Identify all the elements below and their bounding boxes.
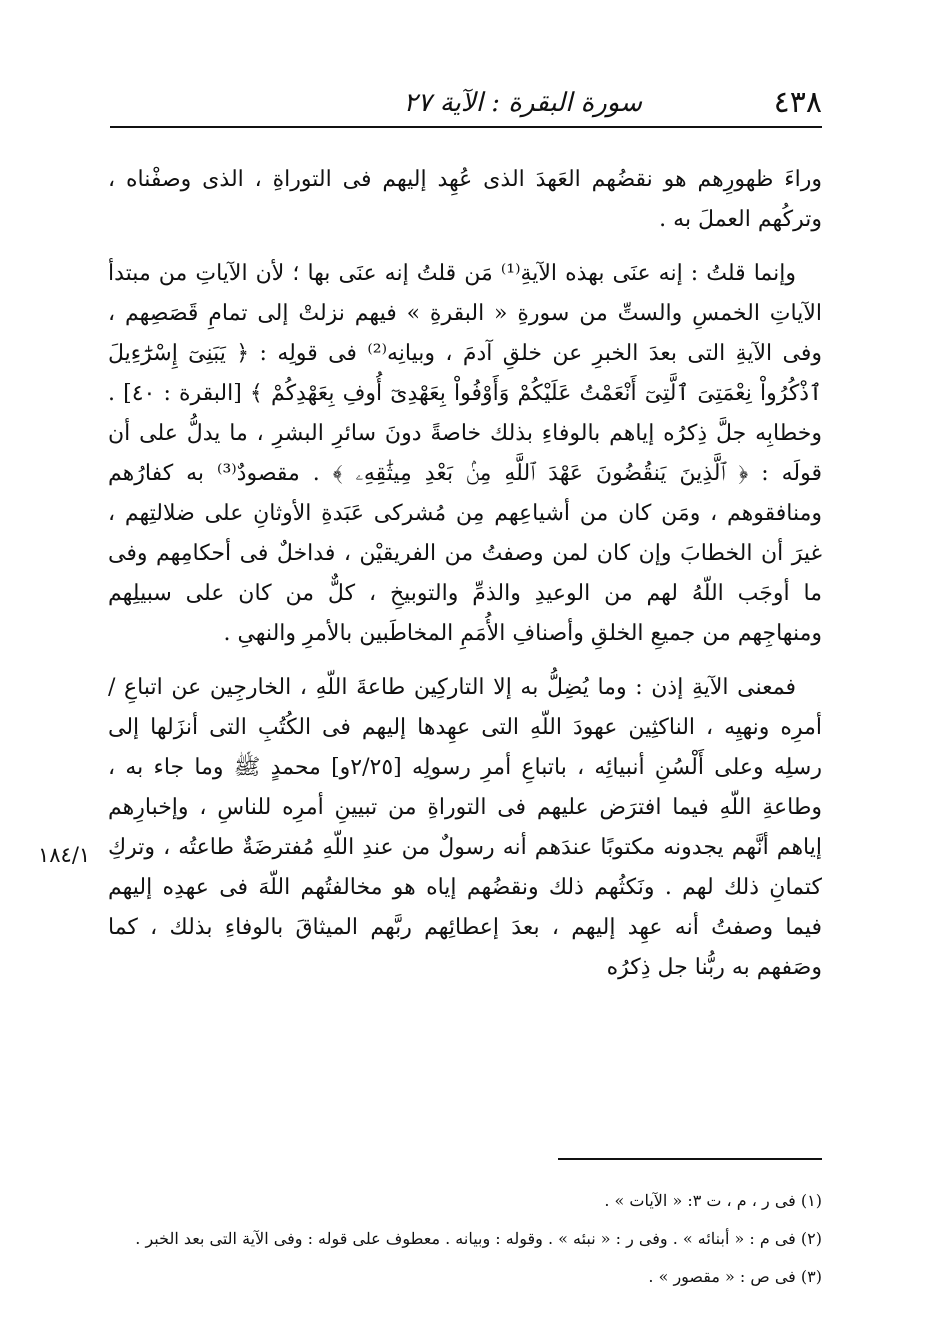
footnote-rule: [558, 1158, 822, 1160]
paragraph: [108, 254, 822, 654]
running-title: سورة البقرة : الآية ٢٧: [403, 88, 642, 118]
paragraph-text: وإنما قلتُ : إنه عنَى بهذه الآيةِ⁽¹⁾ مَن قلتُ إنه عنَى بها ؛ لأن الآياتِ من مبتدأ الآياتِ الخمسِ والستِّ من سورةِ « البقرةِ » فيهم نزلتْ إلى تمامِ قَصَصِهم ، وفى الآيةِ التى بعدَ الخبرِ عن خلقِ آدمَ ، وبيانِه⁽²⁾ فى قولِه : ﴿ يَبَنِىٓ إِسْرَٰٓءِيلَ ٱذْكُرُواْ نِعْمَتِىَ ٱلَّتِىٓ أَنْعَمْتُ عَلَيْكُمْ وَأَوْفُواْ بِعَهْدِىٓ أُوفِ بِعَهْدِكُمْ ﴾ [البقرة : ٤٠] . وخطابِه جلَّ ذِكرُه إياهم بالوفاءِ بذلك خاصةً دونَ سائرِ البشرِ ، ما يدلُّ على أن قولَه : ﴿ ٱلَّذِينَ يَنقُضُونَ عَهْدَ ٱللَّهِ مِنۢ بَعْدِ مِيثَٰقِهِۦ ﴾ . مقصودٌ⁽³⁾ به كفارُهم ومنافقوهم ، ومَن كان من أشياعِهم مِن مُشركى عَبَدةِ الأوثانِ على ضلالتِهم ، غيرَ أن الخطابَ وإن كان لمن وصفتُ من الفريقيْن ، فداخلٌ فى أحكامِهم وفى ما أوجَب اللّهُ لهم من الوعيدِ والذمِّ والتوبيخِ ، كلٌّ من كان على سبيلِهم ومنهاجِهم من جميعِ الخلقِ وأصنافِ الأُمَمِ المخاطَبين بالأمرِ والنهىِ .: [108, 261, 822, 646]
header-rule: [110, 126, 822, 128]
page-header: [110, 78, 822, 128]
margin-page-reference: ١٨٤/١: [38, 843, 91, 867]
paragraph-text: وراءَ ظهورِهم هو نقضُهم العَهدَ الذى عُهِد إليهم فى التوراةِ ، الذى وصفْناه ، وتركُهم العملَ به .: [108, 167, 822, 232]
footnote: (٢) فى م : « أبنائه » . وفى ر : « نبئه » . وقوله : وبيانه . معطوف على قوله : وفى الآية التى بعد الخبر .: [135, 1229, 822, 1248]
page-number: ٤٣٨: [773, 85, 822, 120]
paragraph: [108, 668, 822, 988]
body-text: [108, 160, 822, 1002]
footnote: (١) فى ر ، م ، ت ٣: « الآيات » .: [604, 1191, 822, 1210]
footnotes: [108, 1182, 822, 1296]
paragraph-text: فمعنى الآيةِ إذن : وما يُضِلُّ به إلا التاركِين طاعةَ اللّهِ ، الخارجِين عن اتباعِ / أمرِه ونهيِه ، الناكثِين عهودَ اللّهِ التى عهِدها إليهم فى الكُتُبِ التى أنزَلها إلى رسلِه وعلى أَلْسُنِ أنبيائِه ، باتباعِ أمرِ رسولِه [٢/٢٥و] محمدٍ ﷺ وما جاء به ، وطاعةِ اللّهِ فيما افترَض عليهم فى التوراةِ من تبيينِ أمرِه للناسِ ، وإخبارِهم إياهم أنَّهم يجدونه مكتوبًا عندَهم أنه رسولٌ من عندِ اللّهِ مُفترضَةٌ طاعتُه ، وتركِ كتمانِ ذلك لهم . ونَكثُهم ذلك ونقضُهم إياه هو مخالفتُهم اللّهَ فى عهدِه إليهم فيما وصفتُ أنه عهِد إليهم ، بعدَ إعطائِهم ربَّهم الميثاقَ بالوفاءِ بذلك ، كما وصَفهم به ربُّنا جل ذِكرُه: [108, 675, 822, 980]
paragraph: [108, 160, 822, 240]
footnote: (٣) فى ص : « مقصور » .: [648, 1267, 822, 1286]
